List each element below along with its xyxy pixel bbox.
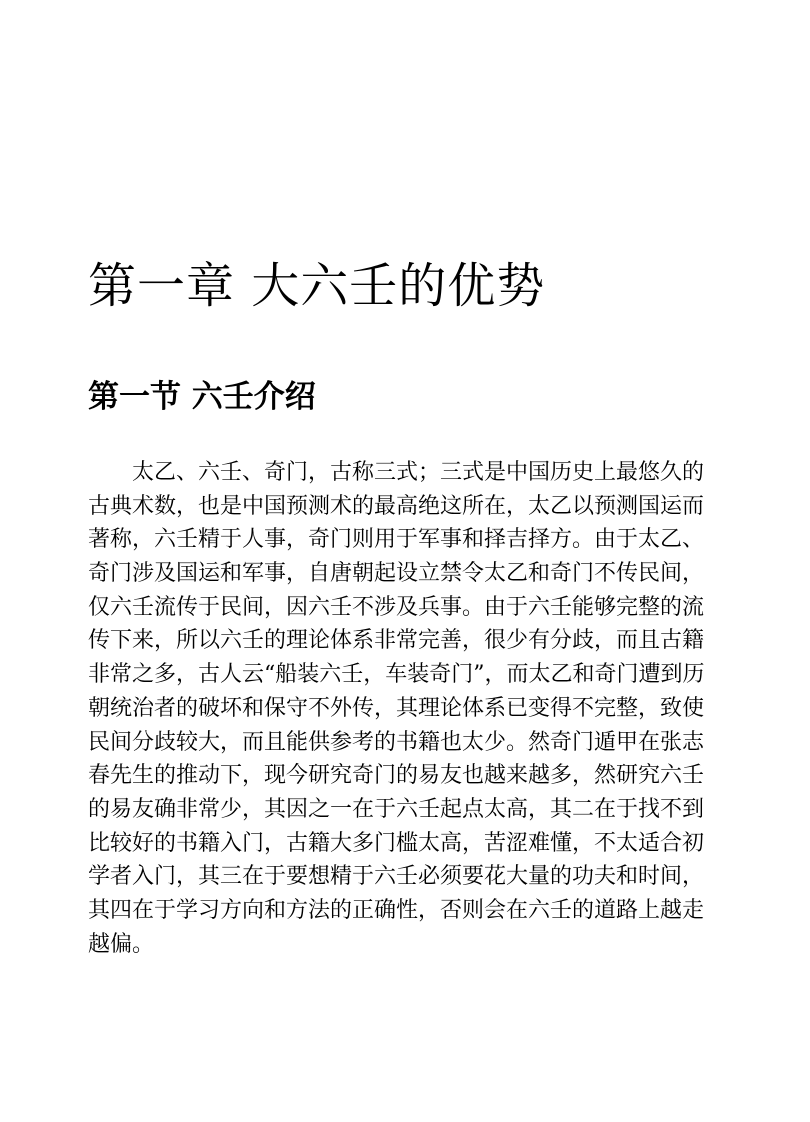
paragraph-line: 非常之多，古人云“船装六壬，车装奇门”，而太乙和奇门遭到历 — [88, 662, 705, 688]
paragraph-line: 古典术数，也是中国预测术的最高绝这所在，太乙以预测国运而 — [88, 493, 705, 519]
paragraph-line: 朝统治者的破坏和保守不外传，其理论体系已变得不完整，致使 — [88, 695, 705, 721]
paragraph-line: 传下来，所以六壬的理论体系非常完善，很少有分歧，而且古籍 — [88, 628, 705, 654]
body-paragraph — [88, 456, 744, 961]
paragraph-line: 其四在于学习方向和方法的正确性，否则会在六壬的道路上越走 — [88, 897, 705, 923]
paragraph-line: 太乙、六壬、奇门，古称三式；三式是中国历史上最悠久的 — [132, 460, 705, 485]
paragraph-line: 越偏。 — [88, 931, 155, 957]
chapter-title: 第一章 大六壬的优势 — [88, 258, 546, 314]
paragraph-line: 仅六壬流传于民间，因六壬不涉及兵事。由于六壬能够完整的流 — [88, 594, 705, 620]
paragraph-line: 的易友确非常少，其因之一在于六壬起点太高，其二在于找不到 — [88, 796, 705, 822]
paragraph-line: 学者入门，其三在于要想精于六壬必须要花大量的功夫和时间， — [88, 864, 705, 890]
paragraph-line: 春先生的推动下，现今研究奇门的易友也越来越多，然研究六壬 — [88, 763, 705, 789]
paragraph-line: 奇门涉及国运和军事，自唐朝起设立禁令太乙和奇门不传民间， — [88, 561, 705, 587]
paragraph-line: 比较好的书籍入门，古籍大多门槛太高，苦涩难懂，不太适合初 — [88, 830, 705, 856]
paragraph-line: 民间分歧较大，而且能供参考的书籍也太少。然奇门遁甲在张志 — [88, 729, 705, 755]
paragraph-line: 著称，六壬精于人事，奇门则用于军事和择吉择方。由于太乙、 — [88, 527, 705, 553]
section-title: 第一节 六壬介绍 — [88, 379, 316, 415]
